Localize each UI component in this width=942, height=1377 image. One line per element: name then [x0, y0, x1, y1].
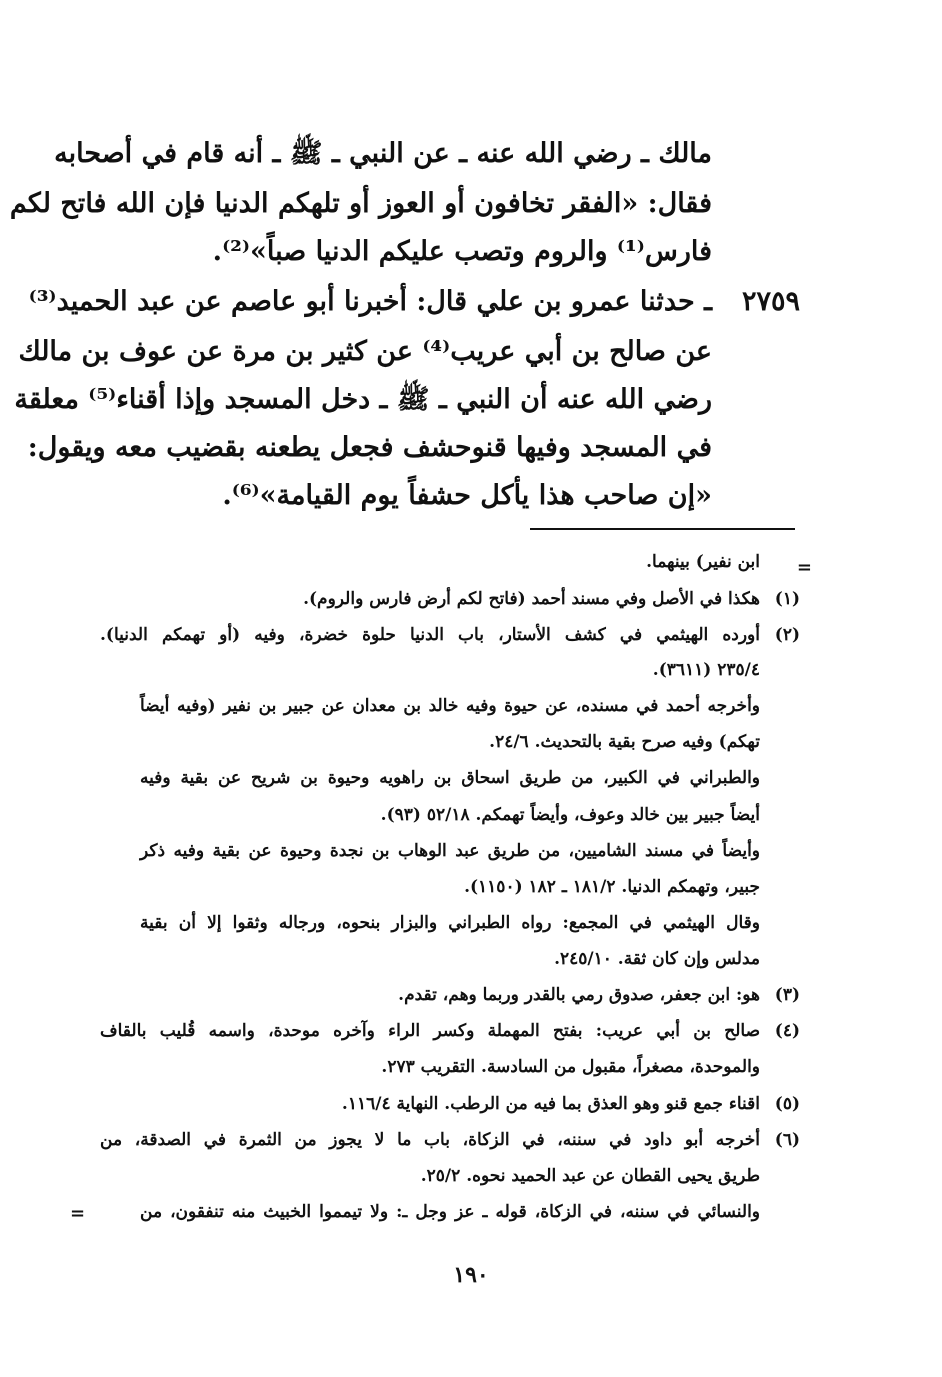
footnotes — [9, 0, 812, 1250]
main-line-1: مالك ـ رضي الله عنه ـ عن النبي ـ ﷺ ـ أنه قام في أصحابه — [54, 138, 712, 169]
footnote-1-label: (١) — [774, 589, 800, 609]
footnote-5-label: (٥) — [774, 1094, 800, 1114]
main-line-7: في المسجد وفيها قنوحشف فجعل يطعنه بقضيب معه ويقول: — [27, 432, 712, 463]
footnote-2-line: وأيضاً في مسند الشاميين، من طريق عبد الوهاب بن نجدة وحيوة عن بقية وفيه ذكر — [140, 841, 760, 861]
footnote-2-line: وقال الهيثمي في المجمع: رواه الطبراني والبزار بنحوه، ورجاله وثقوا إلا أن بقية — [140, 913, 760, 933]
main-line-4: ـ حدثنا عمرو بن علي قال: أخبرنا أبو عاصم عن عبد الحميد⁽³⁾ — [28, 286, 712, 317]
footnote-2-line: ٢٣٥/٤ (٣٦١١). — [652, 660, 760, 680]
main-line-3: فارس⁽¹⁾ والروم وتصب عليكم الدنيا صباً»⁽²⁾. — [212, 236, 712, 267]
footnote-6-continuation-mark: = — [70, 1203, 86, 1224]
footnote-2-line: تهكم) وفيه صرح بقية بالتحديث. ٢٤/٦. — [489, 732, 760, 752]
footnote-6-line: طريق يحيى القطان عن عبد الحميد نحوه. ٢٥/٢. — [420, 1166, 760, 1186]
main-line-8: «إن صاحب هذا يأكل حشفاً يوم القيامة»⁽⁶⁾. — [222, 480, 712, 511]
footnote-2-label: (٢) — [774, 625, 800, 645]
main-line-2: فقال: «الفقر تخافون أو العوز أو تلهكم الدنيا فإن الله فاتح لكم — [9, 188, 712, 219]
footnote-3-text: هو: ابن جعفر، صدوق رمي بالقدر وربما وهم، تقدم. — [398, 985, 760, 1005]
footnote-4-label: (٤) — [774, 1021, 800, 1041]
footnote-2-line: وأخرجه أحمد في مسنده، عن حيوة وفيه خالد بن معدان عن جبير بن نفير (وفيه أيضاً — [140, 696, 760, 716]
footnote-4-line: والموحدة، مصغراً، مقبول من السادسة. التقريب ٢٧٣. — [381, 1057, 760, 1077]
footnote-continuation: ابن نفير) بينهما. — [646, 552, 760, 572]
continuation-mark: = — [796, 557, 812, 578]
main-line-6: رضي الله عنه أن النبي ـ ﷺ ـ دخل المسجد وإذا أقناء⁽⁵⁾ معلقة — [14, 384, 712, 415]
footnote-2-line: أيضاً جبير بين خالد وعوف، وأيضاً تهمكم. ٥٢/١٨ (٩٣). — [380, 805, 760, 825]
footnote-2-line: أورده الهيثمي في كشف الأستار، باب الدنيا حلوة خضرة، وفيه (أو تهمكم الدنيا). — [100, 625, 760, 645]
footnote-6-line: والنسائي في سننه، في الزكاة، قوله ـ عز وجل ـ: ولا تيمموا الخبيث منه تنفقون، من — [140, 1202, 760, 1222]
footnote-2-line: مدلس وإن كان ثقة. ٢٤٥/١٠. — [554, 949, 760, 969]
footnote-6-line: أخرجه أبو داود في سننه، في الزكاة، باب ما لا يجوز من الثمرة في الصدقة، من — [100, 1130, 760, 1150]
footnote-2-line: والطبراني في الكبير، من طريق اسحاق بن راهويه وحيوة بن شريح عن بقية وفيه — [140, 768, 760, 788]
footnote-2-line: جبير، وتهمكم الدنيا. ١٨١/٢ ـ ١٨٢ (١١٥٠). — [464, 877, 760, 897]
hadith-number: ٢٧٥٩ — [741, 286, 800, 317]
main-line-5: عن صالح بن أبي عريب⁽⁴⁾ عن كثير بن مرة عن عوف بن مالك — [18, 336, 712, 367]
footnote-4-line: صالح بن أبي عريب: بفتح المهملة وكسر الراء وآخره موحدة، واسمه قُليب بالقاف — [100, 1021, 760, 1041]
page-number: ١٩٠ — [453, 1262, 489, 1288]
footnote-1-text: هكذا في الأصل وفي مسند أحمد (فاتح لكم أرض فارس والروم). — [303, 589, 760, 609]
footnote-6-label: (٦) — [774, 1130, 800, 1150]
footnote-3-label: (٣) — [774, 985, 800, 1005]
footnote-5-text: اقناء جمع قنو وهو العذق بما فيه من الرطب. النهاية ١١٦/٤. — [341, 1094, 760, 1114]
